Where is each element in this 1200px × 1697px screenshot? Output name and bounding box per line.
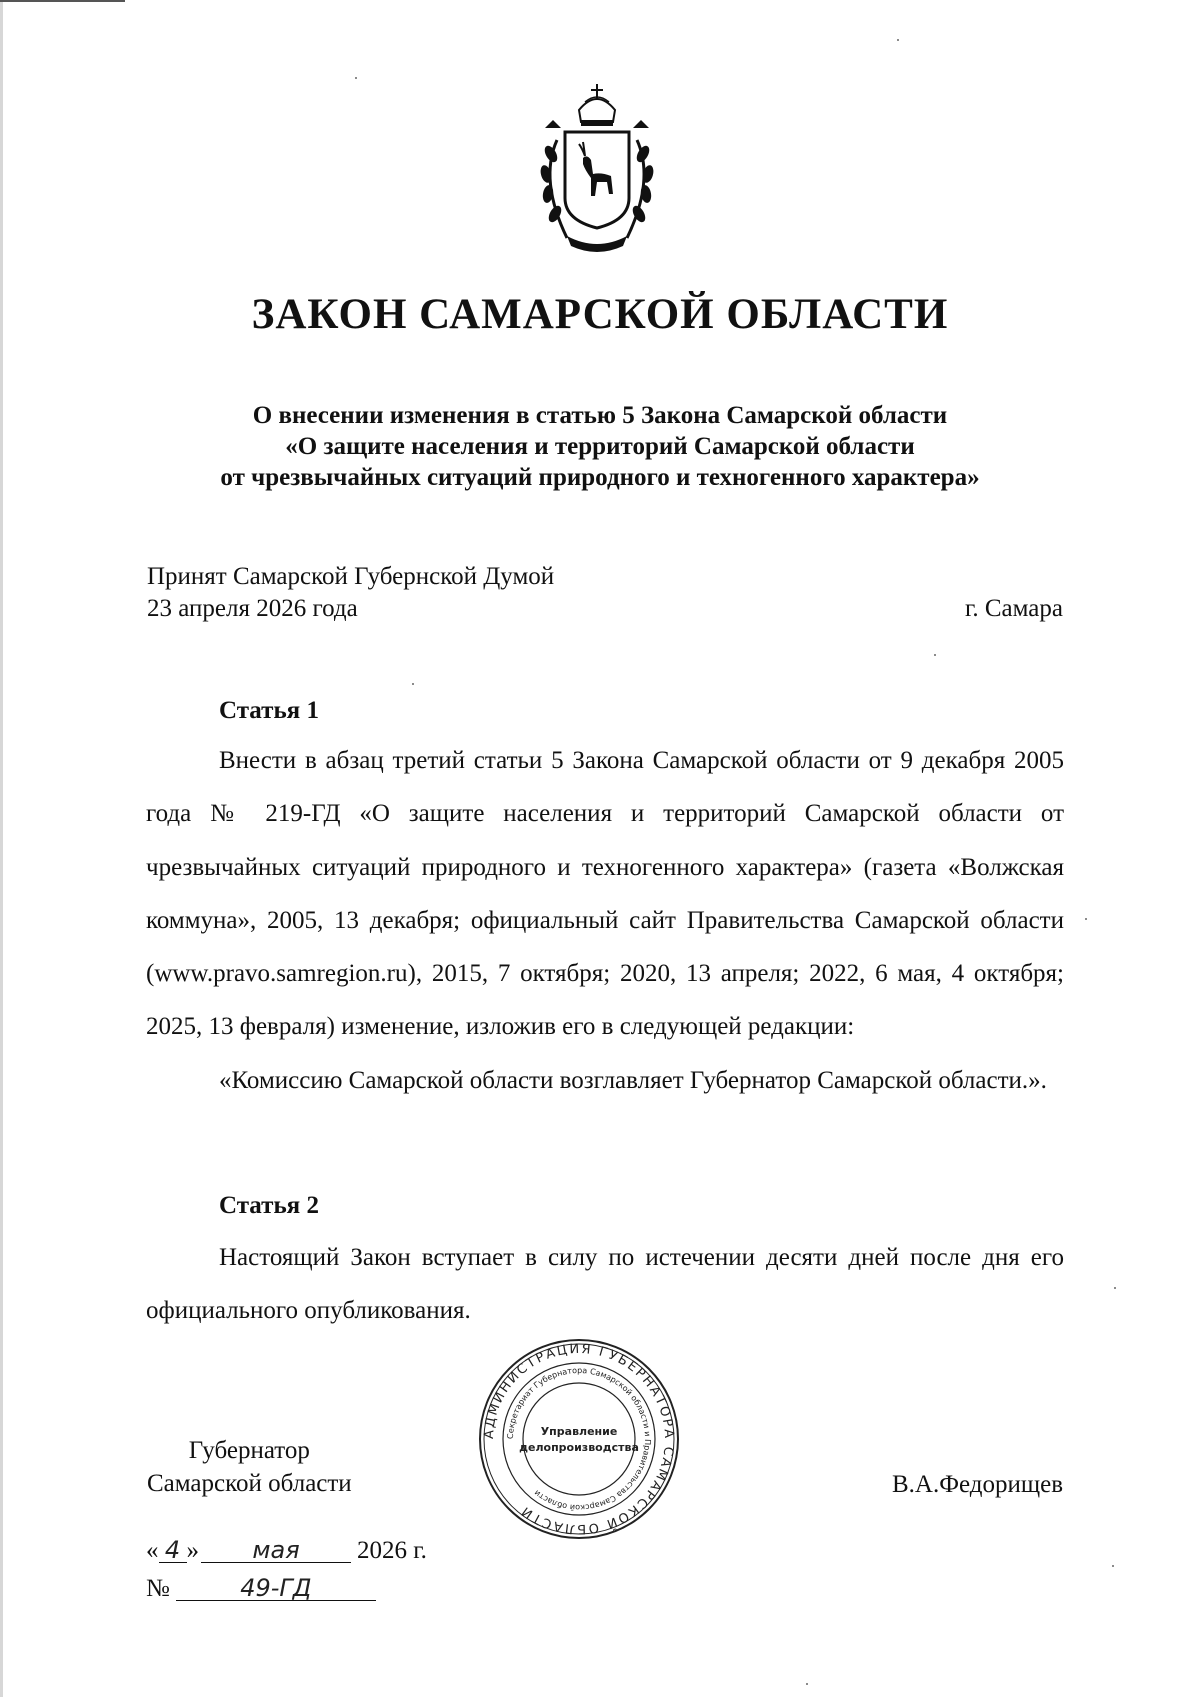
adopted-by: Принят Самарской Губернской Думой bbox=[147, 563, 555, 590]
signing-date bbox=[146, 1534, 427, 1567]
date-month: мая bbox=[201, 1534, 351, 1563]
scan-left-edge bbox=[0, 0, 3, 1697]
seal-outer-text: АДМИНИСТРАЦИЯ ГУБЕРНАТОРА САМАРСКОЙ ОБЛАСТИ bbox=[481, 1341, 677, 1537]
scan-speck bbox=[412, 683, 414, 685]
adoption-info bbox=[147, 561, 554, 625]
date-day: 4 bbox=[159, 1534, 187, 1563]
scan-speck bbox=[1114, 1287, 1116, 1289]
scan-speck bbox=[897, 39, 899, 41]
official-round-seal-icon bbox=[478, 1338, 680, 1540]
article-1-paragraph-1: Внести в абзац третий статьи 5 Закона Самарской области от 9 декабря 2005 года № 219-ГД «О защите населения и территорий Самарской области от чрезвычайных ситуаций природного и техногенного характера» (газета «Волжская коммуна», 2005, 13 декабря; официальный сайт Правительства Самарской области (www.pravo.samregion.ru), 2015, 7 октября; 2020, 13 апреля; 2022, 6 мая, 4 октября; 2025, 13 февраля) изменение, изложив его в следующей редакции: bbox=[146, 747, 1064, 1041]
position-line: Самарской области bbox=[147, 1470, 352, 1497]
law-title: ЗАКОН САМАРСКОЙ ОБЛАСТИ bbox=[251, 291, 949, 338]
article-2-heading: Статья 2 bbox=[219, 1192, 319, 1219]
subtitle-line: О внесении изменения в статью 5 Закона Самарской области bbox=[252, 402, 948, 429]
signatory-position bbox=[147, 1434, 352, 1500]
subtitle-line: «О защите населения и территорий Самарской области bbox=[285, 433, 915, 460]
svg-text:Секретариат Губернатора Самарс bbox=[506, 1366, 652, 1512]
scan-speck bbox=[1085, 918, 1087, 920]
article-1-paragraph-2: «Комиссию Самарской области возглавляет Губернатор Самарской области.». bbox=[219, 1067, 1047, 1094]
number-value: 49-ГД bbox=[176, 1572, 376, 1601]
seal-inner-text: Секретариат Губернатора Самарской области и Правительства Самарской области bbox=[505, 1365, 653, 1513]
position-line: Губернатор bbox=[188, 1437, 310, 1464]
law-subtitle bbox=[0, 400, 1200, 493]
date-year: 2026 г. bbox=[357, 1537, 427, 1564]
seal-center-line: Управление bbox=[540, 1425, 618, 1438]
date-close-quote: » bbox=[186, 1537, 199, 1564]
scan-speck bbox=[806, 1683, 808, 1685]
law-number bbox=[146, 1572, 376, 1605]
scan-speck bbox=[934, 654, 936, 656]
samara-coat-of-arms-icon bbox=[527, 70, 667, 260]
signatory-name: В.А.Федорищев bbox=[892, 1471, 1063, 1498]
scan-speck bbox=[355, 77, 357, 79]
date-open-quote: « bbox=[146, 1537, 159, 1564]
article-2-paragraph: Настоящий Закон вступает в силу по истечении десяти дней после дня его официального опубликования. bbox=[146, 1244, 1064, 1325]
scan-speck bbox=[1112, 1565, 1114, 1567]
city: г. Самара bbox=[964, 595, 1063, 622]
seal-center-line: делопроизводства bbox=[519, 1441, 639, 1454]
scan-top-mark bbox=[0, 0, 125, 2]
number-label: № bbox=[146, 1575, 170, 1602]
article-1-heading: Статья 1 bbox=[219, 697, 319, 724]
adopted-date: 23 апреля 2026 года bbox=[147, 595, 358, 622]
subtitle-line: от чрезвычайных ситуаций природного и техногенного характера» bbox=[220, 464, 980, 491]
